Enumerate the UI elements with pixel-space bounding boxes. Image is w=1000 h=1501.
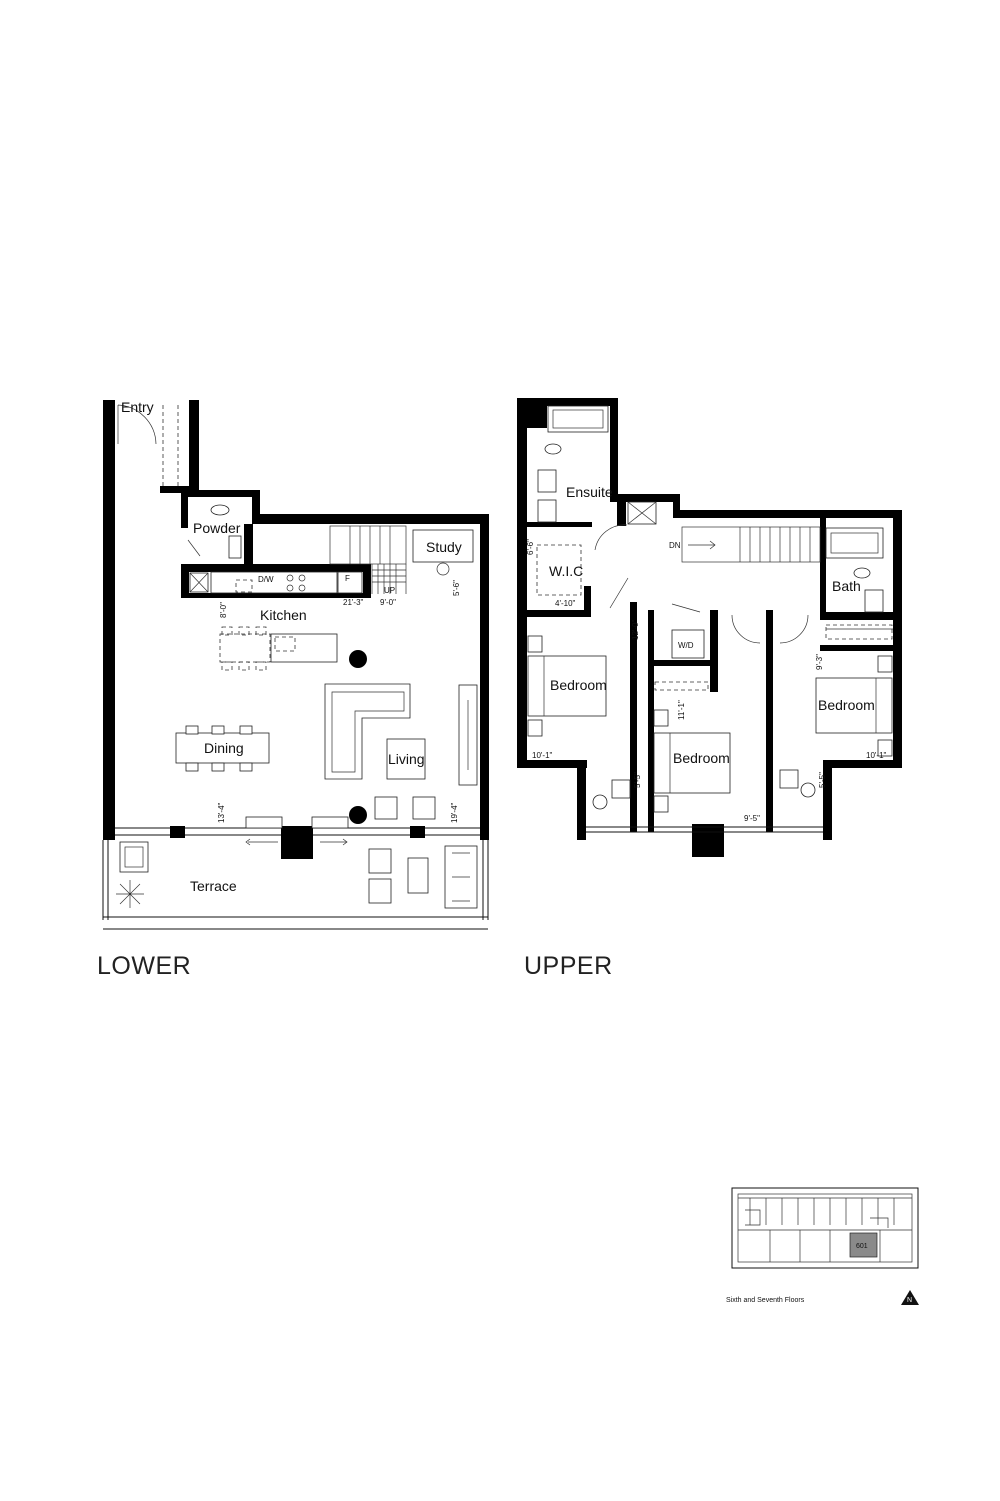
room-label-kitchen: Kitchen	[260, 607, 307, 623]
room-label-powder: Powder	[193, 520, 241, 536]
label-wd: W/D	[678, 641, 694, 650]
room-label-study: Study	[426, 539, 462, 555]
floor-title-upper: UPPER	[524, 952, 613, 980]
dim-kitchen-depth: 8'-0"	[219, 602, 228, 618]
room-label-bedroom-1: Bedroom	[550, 677, 607, 693]
key-plan-caption: Sixth and Seventh Floors	[726, 1297, 805, 1304]
dim-bed1-width: 10'-1"	[532, 751, 553, 760]
key-plan	[732, 1188, 919, 1305]
dim-bed1-bay: 5'-5"	[633, 772, 642, 788]
room-label-bedroom-3: Bedroom	[818, 697, 875, 713]
floor-title-lower: LOWER	[97, 952, 192, 980]
stair-up-label: UP	[384, 586, 396, 595]
room-label-bath: Bath	[832, 578, 861, 594]
dim-bed3-width: 10'-1"	[866, 751, 887, 760]
dim-bed3-depth: 9'-3"	[815, 654, 824, 670]
dim-dining-depth: 13'-4"	[217, 802, 226, 823]
upper-floor-plan	[517, 398, 902, 857]
room-label-terrace: Terrace	[190, 878, 237, 894]
dim-bed2-depth: 11'-1"	[677, 700, 686, 720]
fixture-dw: D/W	[258, 575, 274, 584]
dim-living-depth: 19'-4"	[450, 802, 459, 823]
dim-study-depth: 5'-6"	[452, 580, 461, 596]
dim-stair-width: 9'-0"	[380, 598, 396, 607]
north-label: N	[907, 1297, 913, 1304]
fixture-fridge: F	[345, 574, 350, 583]
lower-floor-plan	[103, 400, 489, 929]
room-label-entry: Entry	[121, 399, 154, 415]
room-label-dining: Dining	[204, 740, 244, 756]
dim-bed2-width: 9'-5"	[744, 814, 760, 823]
dim-wic-width: 4'-10"	[555, 599, 576, 608]
stair-down-label: DN	[669, 541, 681, 550]
dim-bed1-depth: 12'-0"	[631, 619, 640, 640]
room-label-ensuite: Ensuite	[566, 484, 613, 500]
dim-wic-depth: 6'-6"	[526, 539, 535, 555]
dim-bed3-bay: 5'-5"	[818, 772, 827, 788]
room-label-living: Living	[388, 751, 425, 767]
room-label-wic: W.I.C	[549, 563, 584, 579]
dim-kitchen-width: 21'-3"	[343, 598, 364, 607]
room-label-bedroom-2: Bedroom	[673, 750, 730, 766]
key-plan-unit-label: 601	[856, 1243, 868, 1250]
